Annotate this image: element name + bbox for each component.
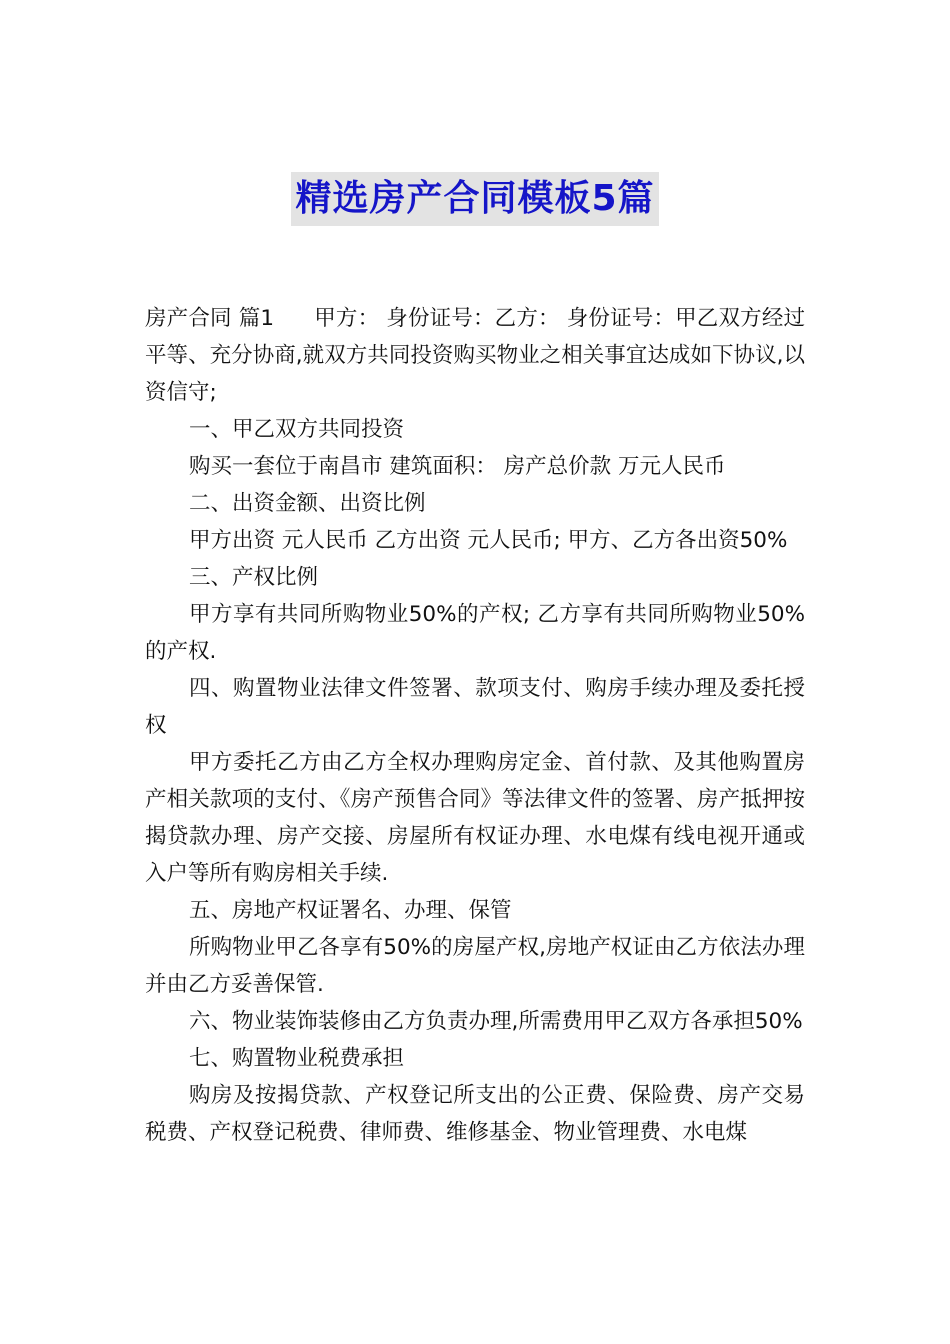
document-body bbox=[145, 300, 805, 1151]
document-title-text: 精选房产合同模板5篇 bbox=[291, 172, 658, 226]
intro-text: 甲方： 身份证号：乙方： 身份证号：甲乙双方经过平等、充分协商,就双方共同投资购买物业之相关事宜达成如下协议,以资信守; bbox=[145, 306, 805, 405]
heading-legal-documents: 四、购置物业法律文件签署、款项支付、购房手续办理及委托授权 bbox=[145, 676, 805, 738]
paragraph-legal-documents: 甲方委托乙方由乙方全权办理购房定金、首付款、及其他购置房产相关款项的支付、《房产预售合同》等法律文件的签署、房产抵押按揭贷款办理、房产交接、房屋所有权证办理、水电煤有线电视开通或入户等所有购房相关手续. bbox=[145, 750, 805, 886]
paragraph-contribution: 甲方出资 元人民币 乙方出资 元人民币; 甲方、乙方各出资50% bbox=[189, 528, 788, 553]
paragraph-title-certificate: 所购物业甲乙各享有50%的房屋产权,房地产权证由乙方依法办理并由乙方妥善保管. bbox=[145, 935, 805, 997]
heading-joint-investment: 一、甲乙双方共同投资 bbox=[189, 417, 405, 442]
document-title bbox=[0, 172, 950, 226]
paragraph-taxes: 购房及按揭贷款、产权登记所支出的公正费、保险费、房产交易税费、产权登记税费、律师费、维修基金、物业管理费、水电煤 bbox=[145, 1083, 805, 1145]
heading-contribution: 二、出资金额、出资比例 bbox=[189, 491, 426, 516]
heading-ownership-ratio: 三、产权比例 bbox=[189, 565, 319, 590]
heading-taxes: 七、购置物业税费承担 bbox=[189, 1046, 405, 1071]
heading-title-certificate: 五、房地产权证署名、办理、保管 bbox=[189, 898, 512, 923]
section-label: 房产合同 篇1 bbox=[145, 306, 275, 331]
paragraph-ownership-ratio: 甲方享有共同所购物业50%的产权; 乙方享有共同所购物业50%的产权. bbox=[145, 602, 805, 664]
paragraph-intro bbox=[145, 300, 805, 411]
paragraph-decoration: 六、物业装饰装修由乙方负责办理,所需费用甲乙双方各承担50% bbox=[189, 1009, 803, 1034]
paragraph-property-purchase: 购买一套位于南昌市 建筑面积： 房产总价款 万元人民币 bbox=[189, 454, 726, 479]
